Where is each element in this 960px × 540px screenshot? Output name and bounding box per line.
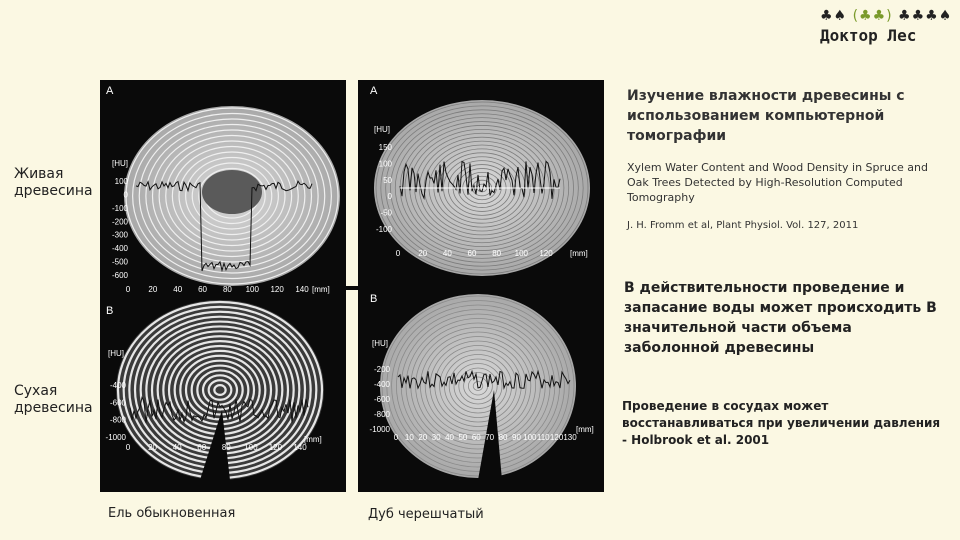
spruce-dry-x-tick-label: 100 bbox=[244, 443, 258, 452]
oak-live-y-tick-label: 50 bbox=[383, 175, 392, 185]
oak-dry-x-tick-label: 0 bbox=[393, 433, 399, 442]
panel-spruce-dry bbox=[106, 300, 324, 480]
spruce-live-x-tick-label: 20 bbox=[148, 285, 158, 294]
oak-dry-y-tick-label: -600 bbox=[373, 395, 390, 404]
panel-spruce-live bbox=[106, 85, 340, 294]
spruce-dry-y-tick-label: -1000 bbox=[105, 433, 126, 442]
spruce-live-y-tick-label: -100 bbox=[111, 203, 128, 213]
spruce-live-panel-label: A bbox=[106, 85, 114, 97]
spruce-live-wet-core bbox=[202, 170, 262, 214]
spruce-dry-panel-label: B bbox=[106, 305, 114, 317]
dry-wood-label: Сухая древесина bbox=[14, 383, 93, 416]
oak-live-y-tick-label: -100 bbox=[375, 225, 392, 234]
ct-figure-svg bbox=[100, 80, 604, 492]
oak-live-x-tick-label: 0 bbox=[395, 249, 401, 258]
oak-dry-x-tick-label: 60 bbox=[471, 433, 481, 442]
spruce-dry-x-tick-label: 0 bbox=[125, 443, 131, 452]
oak-dry-x-tick-label: 20 bbox=[418, 433, 428, 442]
spruce-live-x-tick-label: 40 bbox=[173, 285, 183, 294]
spruce-live-x-tick-label: 60 bbox=[198, 285, 208, 294]
oak-dry-panel-label: B bbox=[370, 293, 378, 305]
fact-vessel-recovery: Проведение в сосудах может восстанавливаться при увеличении давления - Holbrook et al. 2001 bbox=[622, 399, 941, 447]
oak-live-unit-x: [mm] bbox=[570, 249, 588, 258]
oak-dry-x-tick-label: 130 bbox=[563, 433, 577, 442]
paper-title: Xylem Water Content and Wood Density in Spruce and Oak Trees Detected by High-Resolution Computed Tomography bbox=[627, 161, 929, 204]
oak-live-y-tick-label: 150 bbox=[378, 143, 392, 152]
spruce-live-y-tick-label: -200 bbox=[111, 217, 128, 227]
logo-trees bbox=[820, 8, 952, 24]
oak-dry-x-tick-label: 70 bbox=[485, 433, 495, 442]
spruce-dry-x-tick-label: 60 bbox=[197, 443, 207, 452]
spruce-live-x-tick-label: 80 bbox=[222, 285, 232, 294]
oak-dry-x-tick-label: 40 bbox=[445, 433, 454, 442]
oak-dry-y-tick-label: -200 bbox=[373, 365, 390, 374]
oak-live-x-tick-label: 80 bbox=[492, 249, 502, 258]
spruce-dry-unit-y: [HU] bbox=[108, 349, 124, 358]
oak-live-x-tick-label: 60 bbox=[467, 249, 477, 258]
oak-dry-y-tick-label: -400 bbox=[373, 380, 390, 389]
oak-live-x-tick-label: 100 bbox=[514, 249, 529, 258]
spruce-live-y-tick-label: -600 bbox=[111, 271, 128, 280]
oak-dry-unit-x: [mm] bbox=[576, 425, 594, 434]
spruce-live-y-tick-label: -300 bbox=[111, 230, 128, 240]
oak-dry-x-tick-label: 90 bbox=[512, 433, 521, 442]
spruce-dry-x-tick-label: 40 bbox=[172, 443, 182, 452]
oak-dry-unit-y: [HU] bbox=[372, 339, 388, 348]
spruce-dry-x-tick-label: 120 bbox=[268, 443, 283, 452]
caption-spruce: Ель обыкновенная bbox=[108, 506, 236, 521]
oak-live-y-tick-label: 0 bbox=[387, 192, 392, 202]
fact-water-storage: В действительности проведение и запасание воды может происходить В значительной части объема заболонной древесины bbox=[624, 280, 937, 356]
oak-dry-x-tick-label: 50 bbox=[458, 433, 468, 442]
spruce-dry-x-tick-label: 140 bbox=[293, 443, 307, 452]
ct-figure bbox=[100, 80, 604, 492]
slide-title: Изучение влажности древесины с использованием компьютерной томографии bbox=[627, 88, 905, 144]
spruce-live-y-tick-label: 0 bbox=[123, 190, 128, 200]
oak-live-unit-y: [HU] bbox=[374, 125, 390, 134]
oak-dry-x-tick-label: 110 bbox=[536, 433, 550, 442]
oak-live-x-tick-label: 120 bbox=[539, 249, 553, 258]
logo-trees-mid: (♣♣) bbox=[852, 8, 893, 24]
spruce-dry-y-tick-label: -600 bbox=[109, 398, 126, 408]
logo-trees-left: ♣♠ bbox=[820, 8, 848, 24]
spruce-live-y-ticks bbox=[112, 177, 129, 280]
oak-live-x-tick-label: 20 bbox=[418, 249, 428, 258]
spruce-live-x-tick-label: 0 bbox=[125, 285, 131, 294]
spruce-live-x-tick-label: 140 bbox=[295, 285, 309, 294]
oak-dry-x-ticks bbox=[394, 433, 577, 442]
spruce-live-x-tick-label: 100 bbox=[245, 285, 259, 294]
oak-dry-x-tick-label: 80 bbox=[498, 433, 508, 442]
caption-oak: Дуб черешчатый bbox=[368, 507, 484, 522]
oak-live-y-tick-label: -50 bbox=[380, 208, 392, 218]
logo-trees-right: ♣♣♣♠ bbox=[898, 8, 953, 24]
oak-dry-y-tick-label: -1000 bbox=[369, 425, 390, 434]
spruce-live-x-tick-label: 120 bbox=[270, 285, 284, 294]
spruce-live-y-tick-label: 100 bbox=[114, 177, 128, 186]
spruce-dry-x-tick-label: 20 bbox=[148, 443, 158, 452]
paper-reference: J. H. Fromm et al, Plant Physiol. Vol. 127, 2011 bbox=[627, 220, 859, 231]
oak-dry-x-tick-label: 30 bbox=[431, 433, 441, 442]
panel-oak-dry bbox=[370, 293, 594, 480]
panel-oak-live bbox=[370, 85, 590, 276]
spruce-live-y-tick-label: -400 bbox=[111, 244, 128, 254]
oak-dry-x-tick-label: 120 bbox=[549, 433, 564, 442]
oak-dry-x-tick-label: 10 bbox=[404, 433, 414, 442]
spruce-live-y-tick-label: -500 bbox=[111, 257, 128, 267]
oak-live-y-tick-label: 100 bbox=[378, 159, 392, 169]
spruce-dry-y-tick-label: -800 bbox=[109, 415, 126, 425]
spruce-dry-x-tick-label: 80 bbox=[221, 443, 231, 452]
spruce-live-unit-x: [mm] bbox=[312, 285, 330, 294]
oak-live-panel-label: A bbox=[370, 85, 378, 97]
oak-dry-x-tick-label: 100 bbox=[523, 433, 537, 442]
spruce-dry-unit-x: [mm] bbox=[304, 435, 322, 444]
oak-live-x-tick-label: 40 bbox=[442, 249, 452, 258]
spruce-live-unit-y: [HU] bbox=[112, 159, 128, 168]
spruce-dry-y-tick-label: -400 bbox=[109, 381, 126, 390]
logo-name: Доктор Лес bbox=[820, 26, 917, 45]
oak-dry-y-tick-label: -800 bbox=[373, 410, 390, 419]
live-wood-label: Живая древесина bbox=[14, 166, 93, 199]
